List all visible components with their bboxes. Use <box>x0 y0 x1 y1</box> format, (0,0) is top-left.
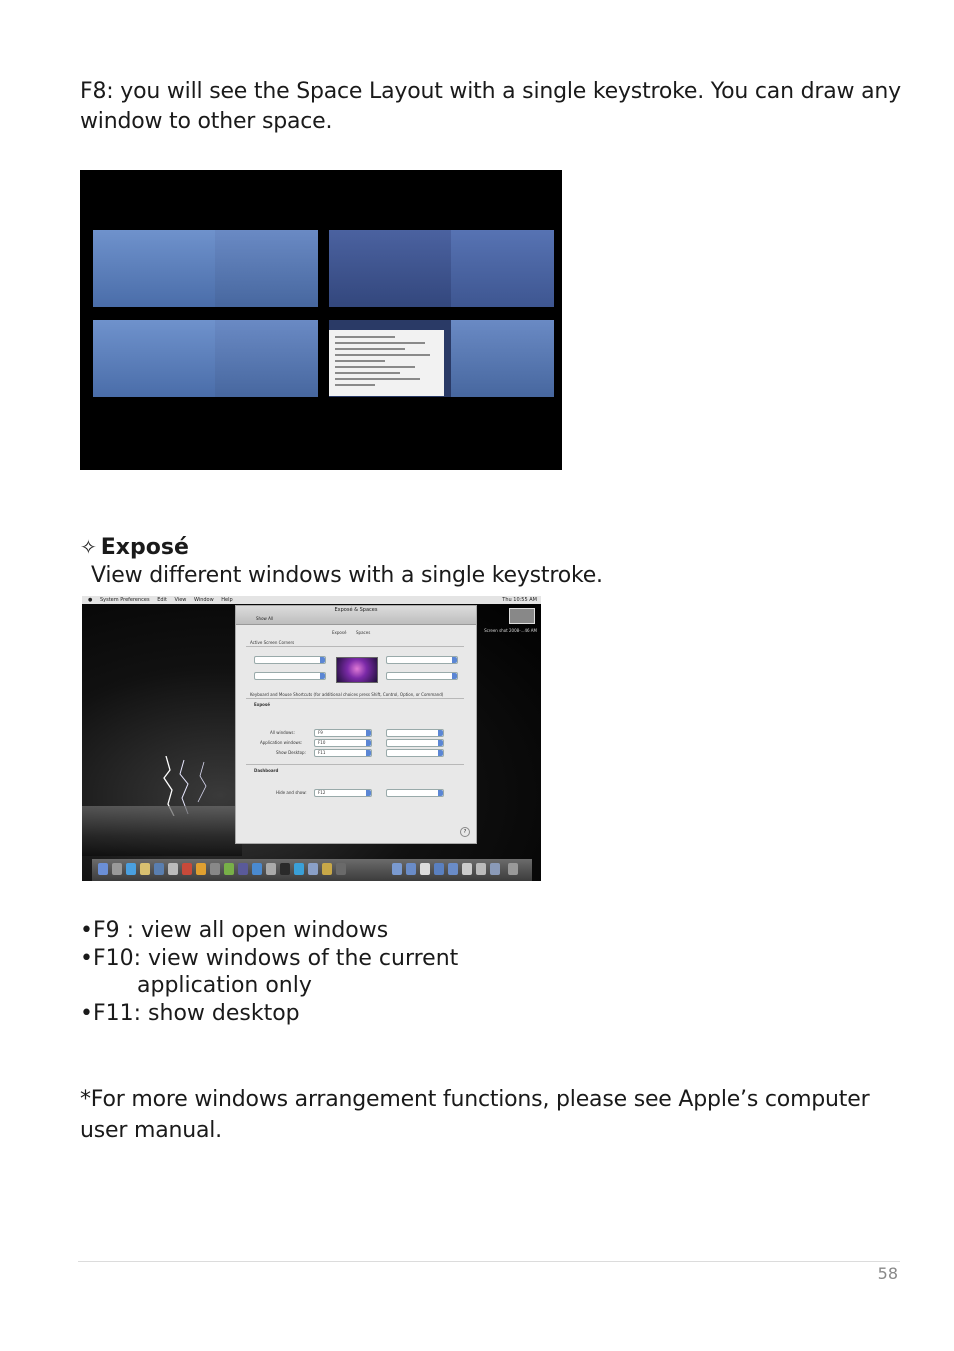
document-window <box>329 330 444 396</box>
intro-paragraph: F8: you will see the Space Layout with a single keystroke. You can draw any window to other space. <box>80 79 901 134</box>
show-desktop-label: Show Desktop: <box>276 750 306 755</box>
menu-app: System Preferences <box>99 597 150 603</box>
menu-help: Help <box>221 597 233 603</box>
space-3 <box>93 320 318 397</box>
list-item: •F11: show desktop <box>80 1000 300 1026</box>
menu-window: Window <box>193 597 214 603</box>
all-windows-key: F9 <box>318 730 323 735</box>
menu-clock: Thu 10:55 AM <box>502 597 537 603</box>
desktop-horizon <box>82 806 242 856</box>
window-titlebar <box>236 606 476 625</box>
active-corners-label: Active Screen Corners <box>250 640 295 645</box>
footer-divider <box>78 1261 900 1262</box>
page-number: 58 <box>877 1264 898 1283</box>
show-all-button: Show All <box>256 616 274 621</box>
dashboard-section-label: Dashboard <box>254 768 279 773</box>
preferences-window <box>235 605 477 844</box>
space-1 <box>93 230 318 307</box>
shortcut-list <box>80 917 458 1027</box>
space-2 <box>329 230 554 307</box>
list-item-continuation: application only <box>137 973 312 998</box>
expose-heading <box>80 533 189 562</box>
desktop-thumbnail <box>336 657 378 683</box>
expose-section-label: Exposé <box>254 702 271 707</box>
help-icon: ? <box>460 827 470 837</box>
screenshot-file-icon <box>509 608 535 624</box>
list-item: •F10: view windows of the current <box>80 945 459 971</box>
application-windows-label: Application windows: <box>260 740 303 745</box>
shortcuts-label: Keyboard and Mouse Shortcuts (for additional choices press Shift, Control, Option, or Command) <box>250 692 444 697</box>
tab-spaces: Spaces <box>356 630 371 635</box>
expose-preferences-screenshot <box>82 596 541 881</box>
window-title: Exposé & Spaces <box>334 607 378 613</box>
all-windows-label: All windows: <box>270 730 295 735</box>
screenshot-file-label: Screen shot 2008-...46 AM <box>484 628 537 633</box>
tab-expose: Exposé <box>332 630 347 635</box>
space-4 <box>329 320 554 397</box>
hide-show-key: F12 <box>318 790 326 795</box>
application-windows-key: F10 <box>318 740 326 745</box>
show-desktop-key: F11 <box>318 750 326 755</box>
footnote: *For more windows arrangement functions, please see Apple’s computer user manual. <box>80 1087 870 1143</box>
dock <box>92 859 532 881</box>
expose-subtitle: View different windows with a single keystroke. <box>91 563 603 588</box>
list-item: •F9 : view all open windows <box>80 918 389 943</box>
sparkle-icon: ✧ <box>80 535 97 559</box>
expose-title: Exposé <box>100 535 189 560</box>
menu-bar <box>82 596 541 604</box>
hide-show-label: Hide and show: <box>276 790 307 795</box>
menu-edit: Edit <box>157 597 167 603</box>
menu-view: View <box>174 597 187 603</box>
spaces-layout-screenshot <box>80 170 562 470</box>
apple-icon: ● <box>88 597 93 603</box>
